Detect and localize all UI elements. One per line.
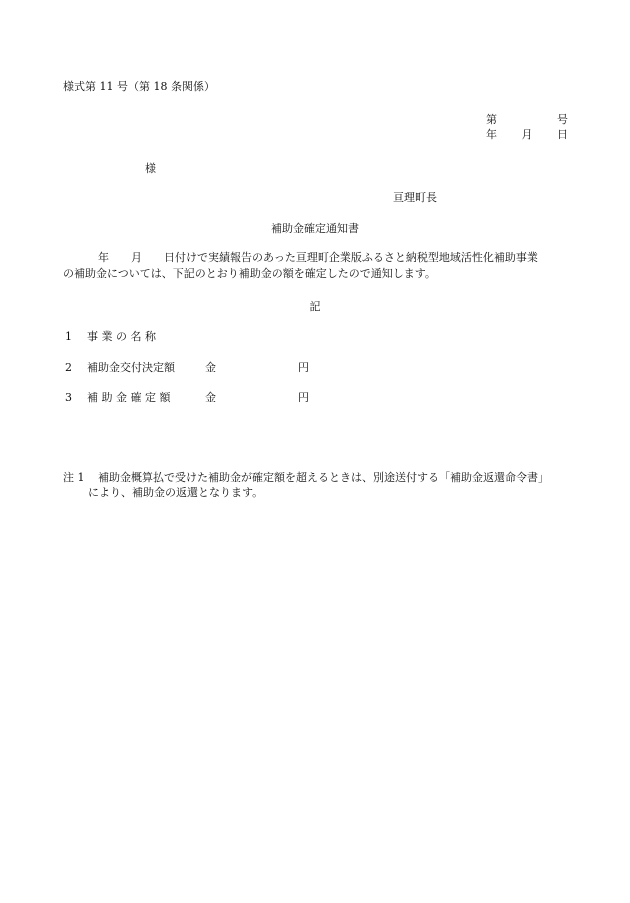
body-month: 月 — [131, 251, 142, 264]
item-kin: 金 — [205, 361, 216, 374]
body-year: 年 — [98, 251, 109, 264]
item-number: 1 — [65, 330, 72, 343]
issuer: 亘理町長 — [393, 191, 437, 204]
note-line-2: により、補助金の返還となります。 — [88, 486, 264, 499]
date-year: 年 — [486, 128, 497, 141]
body-line-2: の補助金については、下記のとおり補助金の額を確定したので通知します。 — [63, 267, 436, 280]
document-number-prefix: 第 — [486, 113, 497, 126]
item-en: 円 — [298, 361, 309, 374]
item-grant-decision-amount — [65, 362, 309, 373]
item-label: 事業の名称 — [87, 330, 160, 343]
note-line-1 — [63, 472, 549, 483]
item-grant-confirmed-amount — [65, 392, 309, 403]
item-kin: 金 — [205, 391, 216, 404]
date-month: 月 — [521, 128, 533, 141]
form-label: 様式第 11 号（第 18 条関係） — [63, 80, 215, 93]
item-label: 補助金確定額 — [87, 391, 174, 404]
document-number-suffix: 号 — [557, 113, 568, 126]
item-number: 2 — [65, 361, 72, 374]
item-en: 円 — [298, 391, 309, 404]
note-text-1: 補助金概算払で受けた補助金が確定額を超えるときは、別途送付する「補助金返還命令書」 — [98, 471, 549, 484]
date-day: 日 — [557, 128, 568, 141]
item-number: 3 — [65, 391, 72, 404]
body-line-1-rest: 日付けで実績報告のあった亘理町企業版ふるさと納税型地域活性化補助事業 — [164, 251, 538, 264]
note-prefix: 注 1 — [63, 471, 85, 484]
document-title: 補助金確定通知書 — [271, 222, 359, 235]
item-project-name — [65, 331, 205, 342]
issue-date — [486, 129, 568, 140]
ki-heading: 記 — [309, 300, 321, 313]
recipient-honorific: 様 — [145, 162, 156, 175]
item-label: 補助金交付決定額 — [87, 361, 175, 374]
body-line-1 — [98, 252, 538, 263]
